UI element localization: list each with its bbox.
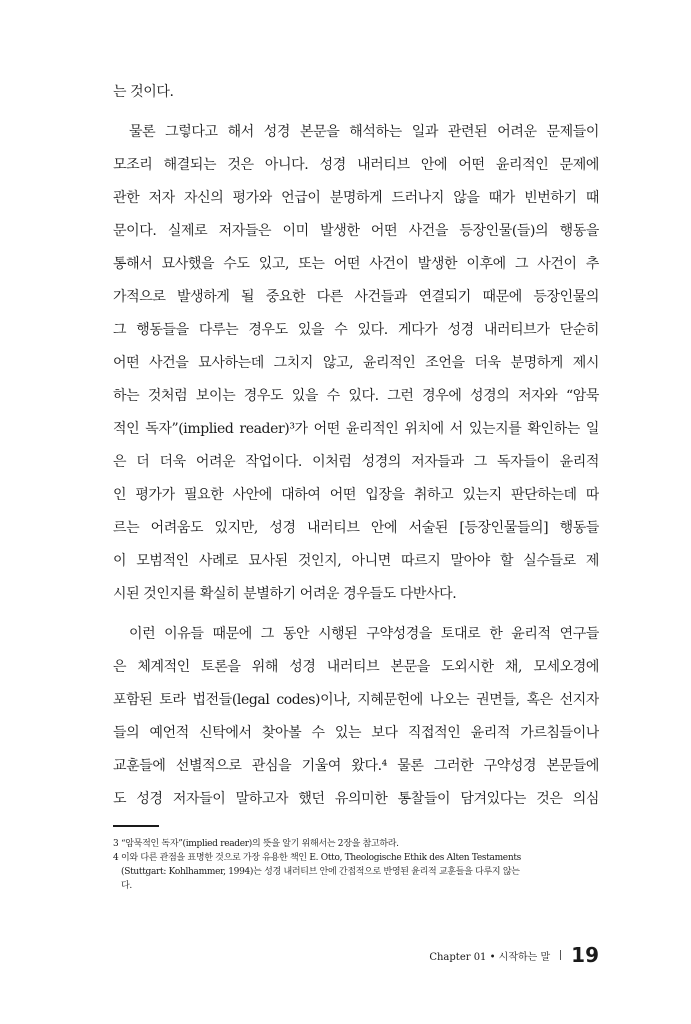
footnote-3: 3 “암묵적인 독자”(implied reader)의 뜻을 알기 위해서는 2장을 참고하라. [113,839,399,849]
paragraph-line: 모조리 해결되는 것은 아니다. 성경 내러티브 안에 어떤 윤리적인 문제에 [113,157,599,173]
paragraph-line: 은 더 더욱 어려운 작업이다. 이처럼 성경의 저자들과 그 독자들이 윤리적 [113,454,599,470]
footnote-4-line: 4 이와 다른 관점을 표명한 것으로 가장 유용한 책인 E. Otto, Theologische Ethik des Alten Testaments [113,853,521,863]
paragraph-line: 포함된 토라 법전들(legal codes)이나, 지혜문헌에 나오는 권면들, 혹은 선지자 [113,692,599,708]
paragraph-line: 인 평가가 필요한 사안에 대하여 어떤 입장을 취하고 있는지 판단하는데 따 [113,487,599,503]
footnote-divider [113,825,159,827]
page-footer [429,944,599,966]
footnotes [113,837,601,893]
paragraph-2 [113,624,599,809]
paragraph-line: 통해서 묘사했을 수도 있고, 또는 어떤 사건이 발생한 이후에 그 사건이 추 [113,256,599,272]
paragraph-line: 도 성경 저자들이 말하고자 했던 유의미한 통찰들이 담겨있다는 것은 의심 [113,791,599,807]
running-head: Chapter 01 • 시작하는 말 [429,951,551,963]
paragraph-1 [113,122,599,604]
paragraph-line: 어떤 사건을 묘사하는데 그치지 않고, 윤리적인 조언을 더욱 분명하게 제시 [113,355,599,371]
paragraph-line: 이런 이유들 때문에 그 동안 시행된 구약성경을 토대로 한 윤리적 연구들 [129,626,599,642]
footnote-4-line: 다. [121,881,132,891]
footnote-4-line: (Stuttgart: Kohlhammer, 1994)는 성경 내러티브 안에 간접적으로 반영된 윤리적 교훈들을 다루지 않는 [121,867,520,877]
paragraph-line: 들의 예언적 신탁에서 찾아볼 수 있는 보다 직접적인 윤리적 가르침들이나 [113,725,599,741]
paragraph-line: 그 행동들을 다루는 경우도 있을 수 있다. 게다가 성경 내러티브가 단순히 [113,322,599,338]
page-number: 19 [571,943,599,967]
paragraph-line: 물론 그렇다고 해서 성경 본문을 해석하는 일과 관련된 어려운 문제들이 [129,124,599,140]
paragraph-line: 적인 독자”(implied reader)³가 어떤 윤리적인 위치에 서 있는지를 확인하는 일 [113,421,599,437]
folio-separator [560,950,561,960]
paragraph-line: 르는 어려움도 있지만, 성경 내러티브 안에 서술된 [등장인물들의] 행동들 [113,520,599,536]
paragraph-line: 하는 것처럼 보이는 경우도 있을 수 있다. 그런 경우에 성경의 저자와 “암묵 [113,388,599,404]
paragraph-line: 문이다. 실제로 저자들은 이미 발생한 어떤 사건을 등장인물(들)의 행동을 [113,223,599,239]
paragraph-line: 가적으로 발생하게 될 중요한 다른 사건들과 연결되기 때문에 등장인물의 [113,289,599,305]
paragraph-line: 관한 저자 자신의 평가와 언급이 분명하게 드러나지 않을 때가 빈번하기 때 [113,190,599,206]
paragraph-line: 이 모범적인 사례로 묘사된 것인지, 아니면 따르지 말아야 할 실수들로 제 [113,553,599,569]
opening-fragment: 는 것이다. [113,84,174,100]
paragraph-line: 은 체계적인 토론을 위해 성경 내러티브 본문을 도외시한 채, 모세오경에 [113,659,599,675]
body-text [113,82,599,829]
paragraph-line: 교훈들에 선별적으로 관심을 기울여 왔다.⁴ 물론 그러한 구약성경 본문들에 [113,758,599,774]
paragraph-line: 시된 것인지를 확실히 분별하기 어려운 경우들도 다반사다. [113,586,457,602]
